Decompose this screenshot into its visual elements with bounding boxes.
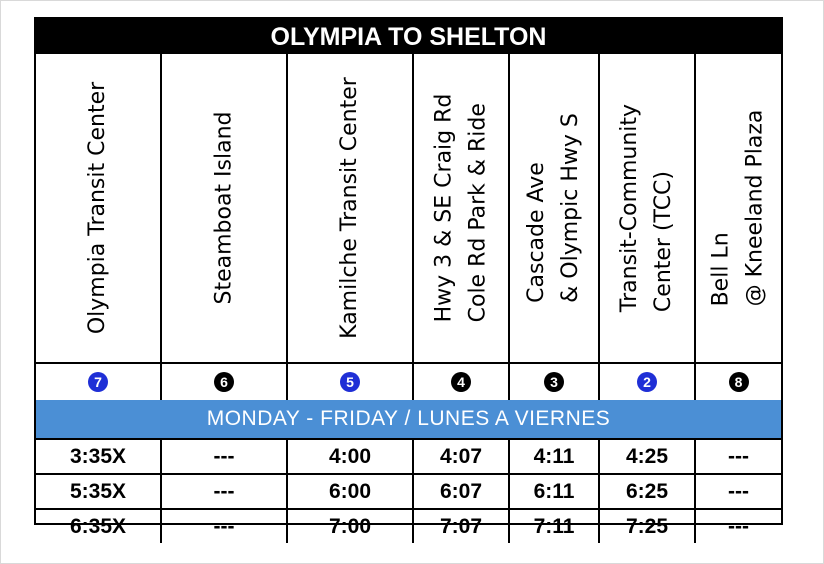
stop-number-cell xyxy=(696,364,781,400)
stop-name xyxy=(81,82,115,334)
time-cell: 7:11 xyxy=(510,510,600,543)
stop-number-row xyxy=(36,362,781,400)
stop-name-line: @ Kneeland Plaza xyxy=(742,109,768,307)
stop-name xyxy=(333,77,367,339)
service-days-banner: MONDAY - FRIDAY / LUNES A VIERNES xyxy=(36,400,781,438)
stop-name xyxy=(613,104,681,312)
stop-number-cell xyxy=(600,364,696,400)
time-cell: 5:35X xyxy=(36,475,162,508)
stop-header xyxy=(288,54,414,362)
time-cell: --- xyxy=(162,510,288,543)
stop-name xyxy=(705,110,773,307)
time-cell: --- xyxy=(162,440,288,473)
stop-header xyxy=(510,54,600,362)
stop-name-line: Center (TCC) xyxy=(651,170,677,313)
time-cell: 6:11 xyxy=(510,475,600,508)
schedule-table xyxy=(34,17,783,538)
stop-header xyxy=(414,54,510,362)
stop-number-badge: 8 xyxy=(729,372,749,392)
time-cell: 4:11 xyxy=(510,440,600,473)
stop-header xyxy=(696,54,781,362)
stop-number-cell xyxy=(510,364,600,400)
stop-name-line: Cascade Ave xyxy=(524,162,549,303)
stop-name-line: Steamboat Island xyxy=(211,111,237,305)
stop-header xyxy=(600,54,696,362)
time-cell: 7:07 xyxy=(414,510,510,543)
time-cell: --- xyxy=(162,475,288,508)
time-cell: 6:35X xyxy=(36,510,162,543)
table-row xyxy=(36,438,781,473)
stop-number-cell xyxy=(288,364,414,400)
schedule-title: OLYMPIA TO SHELTON xyxy=(36,19,781,54)
time-cell: --- xyxy=(728,479,749,503)
stop-name-line: Kamilche Transit Center xyxy=(337,77,363,339)
stop-number-cell xyxy=(162,364,288,400)
stop-header xyxy=(36,54,162,362)
stop-number-badge: 3 xyxy=(544,372,564,392)
stop-number-badge: 4 xyxy=(451,372,471,392)
stop-number-badge: 5 xyxy=(340,372,360,392)
stop-name-line: Cole Rd Park & Ride xyxy=(465,103,491,323)
time-cell: 4:00 xyxy=(288,440,414,473)
stop-name-line: Bell Ln xyxy=(708,232,734,307)
time-cell: 7:00 xyxy=(288,510,414,543)
time-cell: 7:25 xyxy=(600,510,696,543)
stop-name-line: & Olympic Hwy S xyxy=(558,113,583,303)
table-row xyxy=(36,473,781,508)
stop-name-line: Hwy 3 & SE Craig Rd xyxy=(431,93,457,323)
stop-name xyxy=(207,111,241,304)
stop-number-cell xyxy=(36,364,162,400)
stop-name-line: Olympia Transit Center xyxy=(85,81,111,335)
stop-name xyxy=(427,94,495,323)
time-cell: 6:00 xyxy=(288,475,414,508)
stop-number-badge: 6 xyxy=(214,372,234,392)
stop-number-badge: 2 xyxy=(637,372,657,392)
time-cell: 3:35X xyxy=(36,440,162,473)
time-cell: 4:25 xyxy=(600,440,696,473)
time-cell: 6:25 xyxy=(600,475,696,508)
time-cell: --- xyxy=(728,514,749,538)
stop-number-cell xyxy=(414,364,510,400)
time-cell: 6:07 xyxy=(414,475,510,508)
stop-name xyxy=(520,113,588,303)
time-cell: --- xyxy=(728,444,749,468)
time-cell: 4:07 xyxy=(414,440,510,473)
stop-name-line: Transit-Community xyxy=(617,103,643,313)
stop-number-badge: 7 xyxy=(88,372,108,392)
table-row xyxy=(36,508,781,543)
stop-header xyxy=(162,54,288,362)
